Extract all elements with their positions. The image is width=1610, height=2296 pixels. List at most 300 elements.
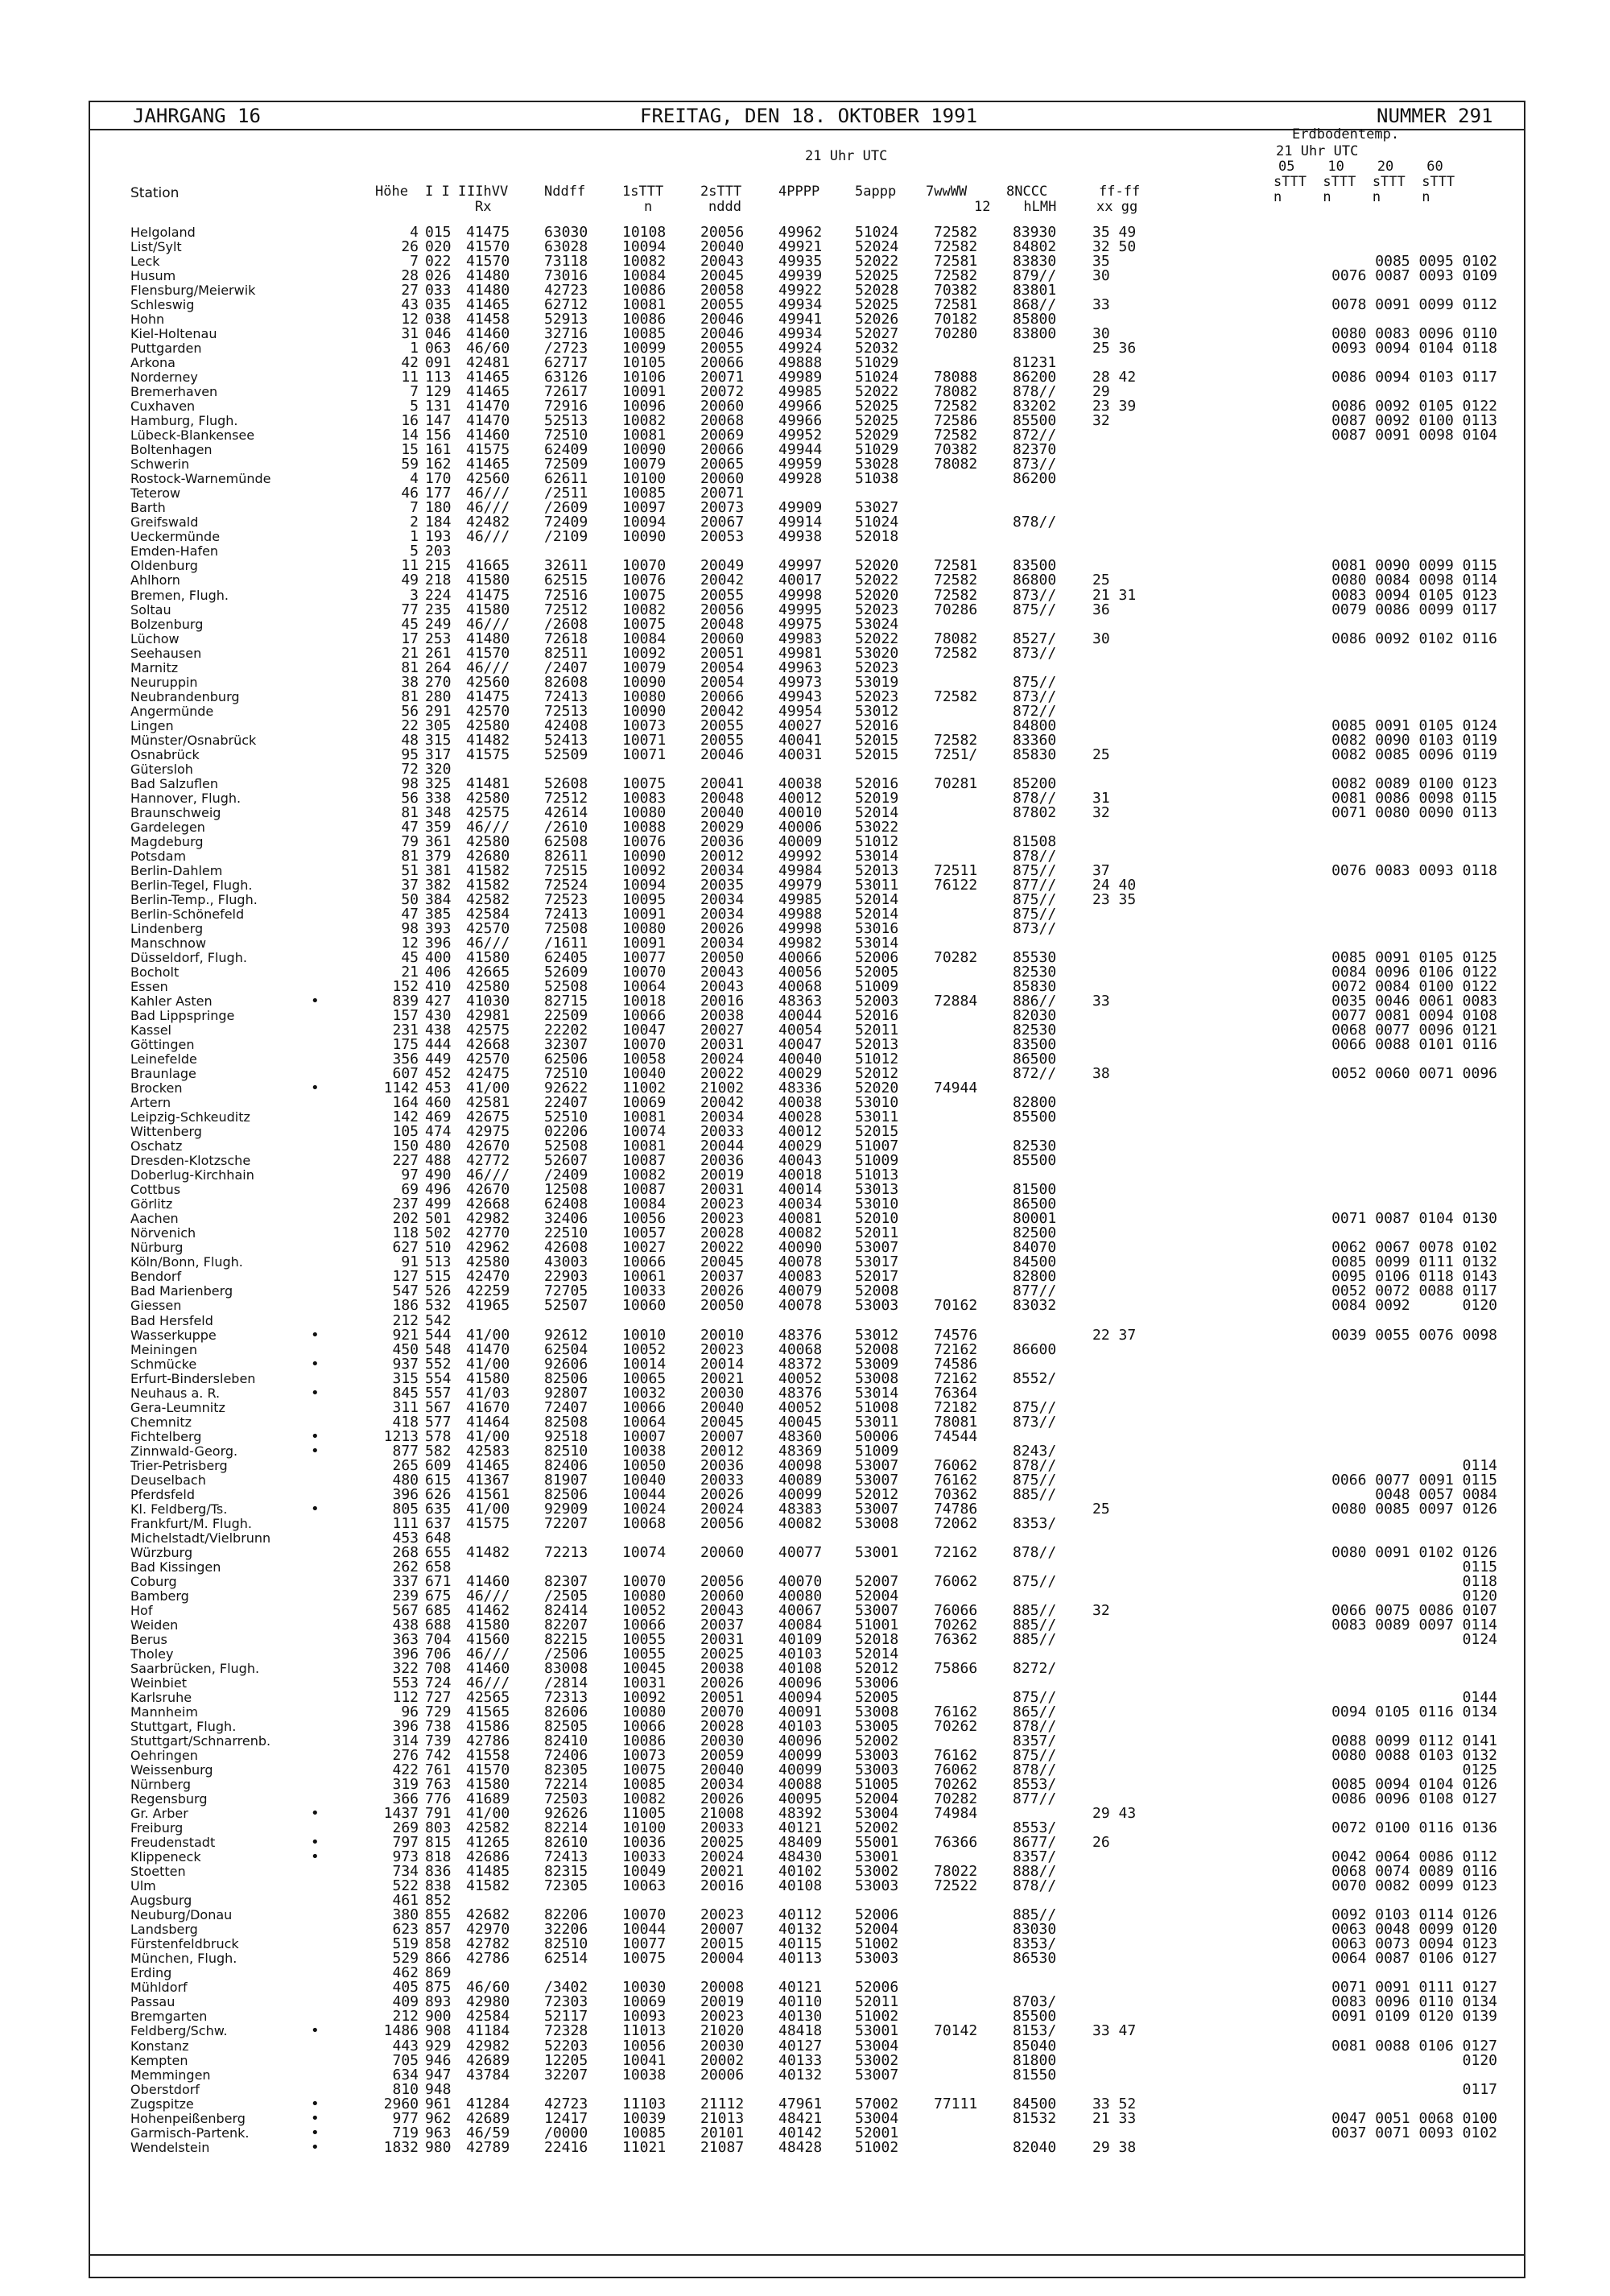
station-id: 875 [425, 1979, 452, 1997]
height: 7 [410, 499, 419, 517]
t1: 10092 [622, 1689, 667, 1707]
ihvv: 46/// [466, 499, 510, 517]
nddff: 52203 [544, 2037, 588, 2054]
tendency: 52016 [855, 716, 899, 734]
nddff: 72515 [544, 861, 588, 879]
table-row [0, 557, 1610, 575]
t2: 20036 [700, 1456, 745, 1474]
station-id: 963 [425, 2124, 452, 2141]
t2: 20040 [700, 803, 745, 821]
t1: 10040 [622, 1471, 667, 1489]
table-row [0, 1647, 1610, 1661]
tendency: 52014 [855, 803, 899, 821]
station-name: Berlin-Tegel, Flugh. [130, 877, 253, 893]
pressure: 49995 [778, 601, 823, 618]
soil-temps: 0084 0096 0106 0122 [1331, 964, 1497, 981]
table-row [0, 412, 1610, 430]
t2: 20025 [700, 1834, 745, 1852]
clouds: 878// [1013, 383, 1057, 401]
station-id: 460 [425, 1094, 452, 1112]
height: 877 [392, 1442, 419, 1460]
station-id: 615 [425, 1471, 452, 1489]
t2: 20055 [700, 340, 745, 357]
tendency: 52015 [855, 731, 899, 749]
table-row [0, 733, 1610, 747]
height: 1832 [383, 2138, 419, 2156]
ihvv: 42575 [466, 803, 510, 821]
t2: 20045 [700, 267, 745, 285]
height: 11 [401, 557, 419, 575]
clouds: 875// [1013, 905, 1057, 923]
height: 56 [401, 789, 419, 807]
clouds: 81500 [1013, 1181, 1057, 1199]
nddff: /2109 [544, 528, 588, 546]
station-name: Braunlage [130, 1066, 196, 1082]
weather: 72582 [934, 572, 978, 589]
soil-temps: 0094 0105 0116 0134 [1331, 1703, 1497, 1721]
col-station: Station [130, 185, 180, 201]
pressure: 49939 [778, 267, 823, 285]
ihvv: 42962 [466, 1239, 510, 1257]
station-name: Bad Hersfeld [130, 1312, 213, 1328]
pressure: 40088 [778, 1776, 823, 1794]
tendency: 53003 [855, 1747, 899, 1765]
station-name: Hohenpeißenberg [130, 2110, 246, 2126]
clouds: 888// [1013, 1863, 1057, 1881]
station-name: Schleswig [130, 297, 195, 313]
station-id: 838 [425, 1877, 452, 1895]
height: 175 [392, 1036, 419, 1054]
pressure: 40012 [778, 789, 823, 807]
nddff: 52508 [544, 978, 588, 996]
station-id: 218 [425, 572, 452, 589]
weather: 7251/ [934, 745, 978, 763]
t2: 20060 [700, 630, 745, 647]
t2: 20049 [700, 557, 745, 575]
t2: 21112 [700, 2095, 745, 2112]
height: 47 [401, 818, 419, 836]
tendency: 51008 [855, 1398, 899, 1416]
nddff: 52513 [544, 412, 588, 430]
nddff: /2505 [544, 1587, 588, 1604]
t2: 20016 [700, 993, 745, 1010]
t1: 10095 [622, 890, 667, 908]
t2: 20008 [700, 1979, 745, 1997]
pressure: 49988 [778, 905, 823, 923]
height: 98 [401, 774, 419, 792]
station-id: 655 [425, 1543, 452, 1561]
station-id: 567 [425, 1398, 452, 1416]
height: 38 [401, 673, 419, 691]
pressure: 48336 [778, 1080, 823, 1097]
pressure: 49985 [778, 383, 823, 401]
station-id: 170 [425, 470, 452, 488]
nddff: 72406 [544, 1747, 588, 1765]
station-name: Meiningen [130, 1341, 197, 1357]
t1: 10080 [622, 688, 667, 705]
height: 79 [401, 832, 419, 850]
height: 48 [401, 731, 419, 749]
ihvv: 46/// [466, 1645, 510, 1662]
weather: 70262 [934, 1616, 978, 1633]
station-id: 452 [425, 1065, 452, 1083]
clouds: 8272/ [1013, 1659, 1057, 1677]
wind-gusts: 32 [1092, 1601, 1110, 1619]
pressure: 47961 [778, 2095, 823, 2112]
pressure: 40047 [778, 1036, 823, 1054]
station-id: 453 [425, 1080, 452, 1097]
pressure: 49954 [778, 702, 823, 720]
t1: 10052 [622, 1601, 667, 1619]
wind-gusts: 24 40 [1092, 876, 1137, 894]
clouds: 86500 [1013, 1195, 1057, 1213]
clouds: 885// [1013, 1616, 1057, 1633]
pressure: 40017 [778, 572, 823, 589]
tendency: 52012 [855, 1065, 899, 1083]
wind-gusts: 33 [1092, 993, 1110, 1010]
station-id: 382 [425, 876, 452, 894]
station-id: 727 [425, 1689, 452, 1707]
soil-temps: 0072 0084 0100 0122 [1331, 978, 1497, 996]
nddff: /2407 [544, 659, 588, 676]
height: 97 [401, 1167, 419, 1184]
tendency: 53010 [855, 1195, 899, 1213]
pressure: 40070 [778, 1572, 823, 1590]
ihvv: 42560 [466, 673, 510, 691]
height: 839 [392, 993, 419, 1010]
pressure: 40038 [778, 1094, 823, 1112]
ihvv: 41580 [466, 601, 510, 618]
t1: 10014 [622, 1355, 667, 1373]
tendency: 53008 [855, 1514, 899, 1532]
pressure: 49941 [778, 311, 823, 328]
height: 157 [392, 1007, 419, 1025]
nddff: 82510 [544, 1442, 588, 1460]
t2: 20066 [700, 354, 745, 372]
height: 81 [401, 659, 419, 676]
ihvv: 41284 [466, 2095, 510, 2112]
soil-temp-label: Erdbodentemp. [1292, 126, 1400, 142]
height: 31 [401, 325, 419, 343]
tendency: 53028 [855, 456, 899, 473]
station-name: Bremgarten [130, 2009, 208, 2025]
tendency: 52028 [855, 282, 899, 299]
height: 127 [392, 1268, 419, 1286]
weather: 76162 [934, 1471, 978, 1489]
nddff: 92518 [544, 1427, 588, 1445]
ihvv: 41575 [466, 441, 510, 459]
tendency: 52023 [855, 601, 899, 618]
t1: 10070 [622, 964, 667, 981]
wind-gusts: 22 37 [1092, 1326, 1137, 1344]
clouds: 872// [1013, 1065, 1057, 1083]
ihvv: 46/// [466, 485, 510, 502]
t1: 10040 [622, 1065, 667, 1083]
table-row [0, 225, 1610, 239]
station-name: Berlin-Dahlem [130, 862, 223, 878]
pressure: 49975 [778, 615, 823, 633]
weather: 72582 [934, 427, 978, 444]
nddff: 82608 [544, 673, 588, 691]
station-name: Teterow [130, 485, 181, 502]
height: 973 [392, 1848, 419, 1866]
soil-temps: 0093 0094 0104 0118 [1331, 340, 1497, 357]
station-name: Kl. Feldberg/Ts. [130, 1501, 228, 1517]
t2: 20043 [700, 253, 745, 270]
col-4pppp: 4PPPP [778, 184, 820, 200]
pressure: 49938 [778, 528, 823, 546]
station-id: 496 [425, 1181, 452, 1199]
table-row [0, 936, 1610, 950]
t1: 10056 [622, 2037, 667, 2054]
height: 27 [401, 282, 419, 299]
nddff: 82505 [544, 1718, 588, 1736]
station-id: 264 [425, 659, 452, 676]
wind-gusts: 32 [1092, 803, 1110, 821]
height: 366 [392, 1790, 419, 1808]
soil-temps: 0083 0094 0105 0123 [1331, 586, 1497, 604]
nddff: 82611 [544, 847, 588, 865]
t1: 10066 [622, 1398, 667, 1416]
pressure: 49966 [778, 398, 823, 415]
clouds: 82800 [1013, 1094, 1057, 1112]
station-id: 379 [425, 847, 452, 865]
soil-temps: 0076 0087 0093 0109 [1331, 267, 1497, 285]
t1: 10083 [622, 789, 667, 807]
ihvv: 41475 [466, 688, 510, 705]
station-id: 763 [425, 1776, 452, 1794]
t2: 20045 [700, 1413, 745, 1431]
clouds: 8357/ [1013, 1732, 1057, 1750]
tendency: 53017 [855, 1253, 899, 1271]
t1: 10085 [622, 485, 667, 502]
pressure: 40108 [778, 1659, 823, 1677]
station-id: 469 [425, 1109, 452, 1126]
station-name: Freudenstadt [130, 1835, 216, 1851]
ihvv: 42665 [466, 964, 510, 981]
nddff: /2608 [544, 615, 588, 633]
soil-temps: 0086 0092 0105 0122 [1331, 398, 1497, 415]
tendency: 53003 [855, 1761, 899, 1779]
pressure: 40113 [778, 1950, 823, 1968]
height: 553 [392, 1675, 419, 1691]
pressure: 48430 [778, 1848, 823, 1866]
wind-gusts: 31 [1092, 789, 1110, 807]
t2: 20034 [700, 1776, 745, 1794]
weather: 74786 [934, 1500, 978, 1518]
ihvv: 41570 [466, 644, 510, 662]
t2: 20048 [700, 615, 745, 633]
weather: 70382 [934, 441, 978, 459]
mountain-marker: • [311, 1427, 320, 1445]
clouds: 875// [1013, 673, 1057, 691]
station-id: 499 [425, 1195, 452, 1213]
t1: 10075 [622, 615, 667, 633]
t2: 20045 [700, 1253, 745, 1271]
station-id: 708 [425, 1659, 452, 1677]
station-id: 554 [425, 1369, 452, 1387]
height: 1437 [383, 1805, 419, 1823]
height: 118 [392, 1224, 419, 1242]
station-name: List/Sylt [130, 239, 182, 255]
col-ffff-sub: xx gg [1096, 199, 1138, 215]
t1: 10082 [622, 253, 667, 270]
station-name: Bad Lippspringe [130, 1008, 235, 1024]
t1: 10091 [622, 934, 667, 952]
pressure: 40103 [778, 1718, 823, 1736]
clouds: 87802 [1013, 803, 1057, 821]
tendency: 53007 [855, 1239, 899, 1257]
nddff: 72618 [544, 630, 588, 647]
clouds: 8553/ [1013, 1776, 1057, 1794]
table-row [0, 716, 1610, 734]
station-name: Bad Salzuflen [130, 775, 219, 791]
station-id: 857 [425, 1921, 452, 1939]
weather: 76122 [934, 876, 978, 894]
table-row [0, 441, 1610, 459]
t2: 20055 [700, 296, 745, 314]
station-name: Potsdam [130, 848, 187, 864]
table-row [0, 298, 1610, 312]
tendency: 53010 [855, 1094, 899, 1112]
weather: 74586 [934, 1355, 978, 1373]
t1: 10052 [622, 1340, 667, 1358]
ihvv: 41465 [466, 383, 510, 401]
nddff: 72413 [544, 905, 588, 923]
station-id: 671 [425, 1572, 452, 1590]
table-row [0, 1386, 1610, 1400]
pressure: 40029 [778, 1065, 823, 1083]
table-row [0, 1065, 1610, 1083]
ihvv: 41460 [466, 1572, 510, 1590]
nddff: 82511 [544, 644, 588, 662]
t1: 11002 [622, 1080, 667, 1097]
pressure: 48421 [778, 2109, 823, 2127]
t1: 10066 [622, 1718, 667, 1736]
station-id: 761 [425, 1761, 452, 1779]
tendency: 52023 [855, 688, 899, 705]
height: 14 [401, 427, 419, 444]
station-name: Bad Kissingen [130, 1559, 221, 1575]
height: 422 [392, 1761, 419, 1779]
clouds: 878// [1013, 1877, 1057, 1895]
tendency: 53012 [855, 1326, 899, 1344]
height: 1213 [383, 1427, 419, 1445]
t2: 20012 [700, 1442, 745, 1460]
station-name: Gütersloh [130, 761, 193, 777]
nddff: 82510 [544, 1935, 588, 1953]
table-row [0, 1485, 1610, 1503]
clouds: 80001 [1013, 1210, 1057, 1228]
clouds: 878// [1013, 514, 1057, 531]
ihvv: 43784 [466, 2066, 510, 2083]
nddff: 92807 [544, 1384, 588, 1402]
t2: 20056 [700, 1572, 745, 1590]
t1: 10094 [622, 514, 667, 531]
soil-temps: 0066 0075 0086 0107 [1331, 1601, 1497, 1619]
tendency: 52026 [855, 311, 899, 328]
nddff: 83008 [544, 1659, 588, 1677]
pressure: 48376 [778, 1326, 823, 1344]
station-name: Weissenburg [130, 1762, 213, 1778]
table-row [0, 690, 1610, 704]
station-name: Hohn [130, 312, 165, 328]
t2: 20014 [700, 1355, 745, 1373]
weather: 78081 [934, 1413, 978, 1431]
clouds: 8553/ [1013, 1819, 1057, 1837]
t1: 10086 [622, 1732, 667, 1750]
station-name: Passau [130, 1994, 175, 2010]
station-id: 325 [425, 774, 452, 792]
station-name: Kempten [130, 2052, 188, 2068]
pressure: 48392 [778, 1805, 823, 1823]
t2: 20055 [700, 586, 745, 604]
soil-temps: 0080 0084 0098 0114 [1331, 572, 1497, 589]
ihvv: 41470 [466, 1340, 510, 1358]
pressure: 40031 [778, 745, 823, 763]
t1: 10097 [622, 499, 667, 517]
t2: 20004 [700, 1950, 745, 1968]
wind-gusts: 35 [1092, 253, 1110, 270]
station-name: Klippeneck [130, 1849, 201, 1865]
table-row [0, 1834, 1610, 1852]
height: 405 [392, 1979, 419, 1997]
tendency: 53003 [855, 1950, 899, 1968]
pressure: 48372 [778, 1355, 823, 1373]
pressure: 49983 [778, 630, 823, 647]
station-name: Stoetten [130, 1864, 186, 1880]
nddff: 42723 [544, 2095, 588, 2112]
station-id: 020 [425, 238, 452, 256]
weather: 74984 [934, 1805, 978, 1823]
tendency: 53004 [855, 1805, 899, 1823]
soil-temps: 0092 0103 0114 0126 [1331, 1906, 1497, 1924]
soil-temps: 0087 0091 0098 0104 [1331, 427, 1497, 444]
soil-temps: 0087 0092 0100 0113 [1331, 412, 1497, 430]
height: 719 [392, 2124, 419, 2141]
soil-temps: 0081 0088 0106 0127 [1331, 2037, 1497, 2054]
t1: 10036 [622, 1834, 667, 1852]
soil-temps: 0048 0057 0084 [1331, 1485, 1497, 1503]
station-name: Fürstenfeldbruck [130, 1936, 239, 1952]
pressure: 40068 [778, 1340, 823, 1358]
station-id: 729 [425, 1703, 452, 1721]
table-row [0, 820, 1610, 834]
soil-temps: 0079 0086 0099 0117 [1331, 601, 1497, 618]
nddff: 72510 [544, 1065, 588, 1083]
ihvv: 42980 [466, 1993, 510, 2011]
clouds: 81550 [1013, 2066, 1057, 2083]
tendency: 53002 [855, 2051, 899, 2069]
tendency: 53001 [855, 2022, 899, 2040]
tendency: 51038 [855, 470, 899, 488]
clouds: 885// [1013, 1485, 1057, 1503]
ihvv: 42582 [466, 1819, 510, 1837]
col-5appp: 5appp [855, 184, 897, 200]
table-row [0, 1255, 1610, 1269]
mountain-marker: • [311, 2109, 320, 2127]
soil-temps: 0063 0048 0099 0120 [1331, 1921, 1497, 1939]
table-row [0, 1966, 1610, 1980]
clouds: 8353/ [1013, 1935, 1057, 1953]
height: 1 [410, 528, 419, 546]
t2: 20007 [700, 1427, 745, 1445]
height: 77 [401, 601, 419, 618]
nddff: 72509 [544, 456, 588, 473]
t1: 10033 [622, 1848, 667, 1866]
nddff: 82506 [544, 1485, 588, 1503]
station-name: Schmücke [130, 1356, 197, 1372]
